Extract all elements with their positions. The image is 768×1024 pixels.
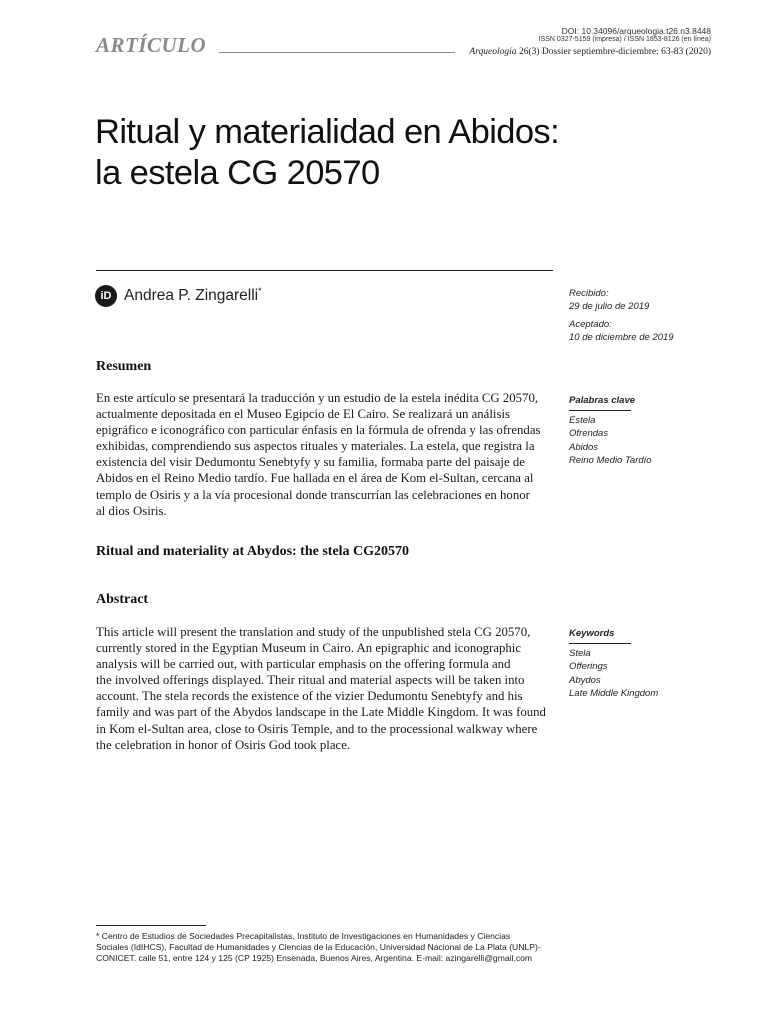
- keywords-heading: Keywords: [569, 627, 631, 644]
- keyword: Abydos: [569, 674, 601, 686]
- abstract-heading: Abstract: [96, 592, 149, 607]
- resumen-line: epigráfico e iconográfico con particular énfasis en la fórmula de ofrenda y las ofrendas: [96, 423, 541, 438]
- resumen-line: Abidos en el Reino Medio tardío. Fue hallada en el área de Kom el-Sultan, cercana al: [96, 471, 534, 486]
- accepted-date: 10 de diciembre de 2019: [569, 332, 674, 343]
- author-name-text: Andrea P. Zingarelli: [124, 287, 259, 305]
- keyword: Late Middle Kingdom: [569, 688, 659, 699]
- keyword: Stela: [569, 647, 591, 659]
- accepted-label: Aceptado:: [569, 319, 612, 330]
- issn: ISSN 0327-5159 (impresa) / ISSN 1853-8126 (en línea): [538, 36, 711, 43]
- received-block: [569, 287, 649, 313]
- palabra-clave: Estela: [569, 414, 596, 426]
- footnote-line: CONICET. calle 51, entre 124 y 125 (CP 1925) Ensenada, Buenos Aires, Argentina. E-mail: azingarelli@gmail.com: [96, 953, 533, 963]
- palabra-clave: Ofrendas: [569, 428, 609, 439]
- resumen-line: exhibidas, comprendiendo sus aspectos rituales y materiales. La estela, que registra la: [96, 439, 535, 454]
- resumen-heading: Resumen: [96, 359, 152, 374]
- article-title: [95, 112, 655, 194]
- abstract-line: the celebration in honor of Osiris God took place.: [96, 737, 351, 752]
- abstract-line: This article will present the translation and study of the unpublished stela CG 20570,: [96, 625, 531, 639]
- title-line-1: Ritual y materialidad en Abidos:: [95, 113, 560, 151]
- abstract-line: currently stored in the Egyptian Museum in Cairo. An epigraphic and iconographic: [96, 641, 522, 656]
- footnote-line: Sociales (IdIHCS), Facultad de Humanidades y Ciencias de la Educación, Universidad Nacional de La Plata (UNLP)-: [96, 942, 541, 952]
- abstract-line: in Kom el-Sultan area, close to Osiris Temple, and to the processional walkway where: [96, 721, 538, 736]
- received-date: 29 de julio de 2019: [569, 301, 650, 312]
- abstract-text: [96, 624, 553, 753]
- abstract-line: analysis will be carried out, with particular emphasis on the offering formula and: [96, 657, 511, 672]
- author-name: [124, 286, 262, 305]
- title-line-2: la estela CG 20570: [95, 154, 380, 192]
- keyword: Offerings: [569, 661, 608, 672]
- section-label: ARTÍCULO: [96, 33, 207, 57]
- header-rule: [219, 52, 455, 53]
- journal-citation: [469, 47, 711, 57]
- keywords-box: [569, 627, 659, 701]
- accepted-block: [569, 318, 674, 344]
- resumen-text: [96, 390, 553, 519]
- title-rule: [96, 270, 553, 271]
- journal-name: Arqueología: [469, 47, 517, 57]
- orcid-icon[interactable]: iD: [95, 285, 117, 307]
- abstract-line: family and was part of the Abydos landscape in the Late Middle Kingdom. It was found: [96, 705, 546, 720]
- author-affiliation-footnote: [96, 931, 553, 964]
- footnote-line: * Centro de Estudios de Sociedades Precapitalistas, Instituto de Investigaciones en Humanidades y Ciencias: [96, 931, 511, 941]
- resumen-line: En este artículo se presentará la traducción y un estudio de la estela inédita CG 20570,: [96, 391, 539, 405]
- palabras-clave-box: [569, 394, 652, 468]
- english-title: Ritual and materiality at Abydos: the stela CG20570: [96, 544, 410, 559]
- resumen-line: al dios Osiris.: [96, 503, 167, 518]
- abstract-line: account. The stela records the existence of the vizier Dedumontu Senebtyfy and his: [96, 689, 523, 704]
- abstract-line: the involved offerings displayed. Their ritual and material aspects will be taken into: [96, 673, 525, 688]
- resumen-line: actualmente depositada en el Museo Egipcio de El Cairo. Se realizará un análisis: [96, 407, 510, 422]
- doi[interactable]: DOI: 10.34096/arqueologia.t26.n3.8448: [561, 26, 711, 36]
- palabra-clave: Abidos: [569, 441, 599, 453]
- journal-issue: 26(3) Dossier septiembre-diciembre: 63-83 (2020): [516, 47, 711, 57]
- resumen-line: existencia del visir Dedumontu Senebtyfy y su familia, formaba parte del paisaje de: [96, 455, 525, 470]
- footnote-rule: [96, 925, 206, 926]
- palabras-clave-heading: Palabras clave: [569, 394, 631, 411]
- palabra-clave: Reino Medio Tardío: [569, 455, 652, 466]
- resumen-line: templo de Osiris y a la vía procesional donde transcurrían las celebraciones en honor: [96, 487, 530, 502]
- author-footnote-mark: *: [258, 286, 262, 296]
- received-label: Recibido:: [569, 288, 609, 299]
